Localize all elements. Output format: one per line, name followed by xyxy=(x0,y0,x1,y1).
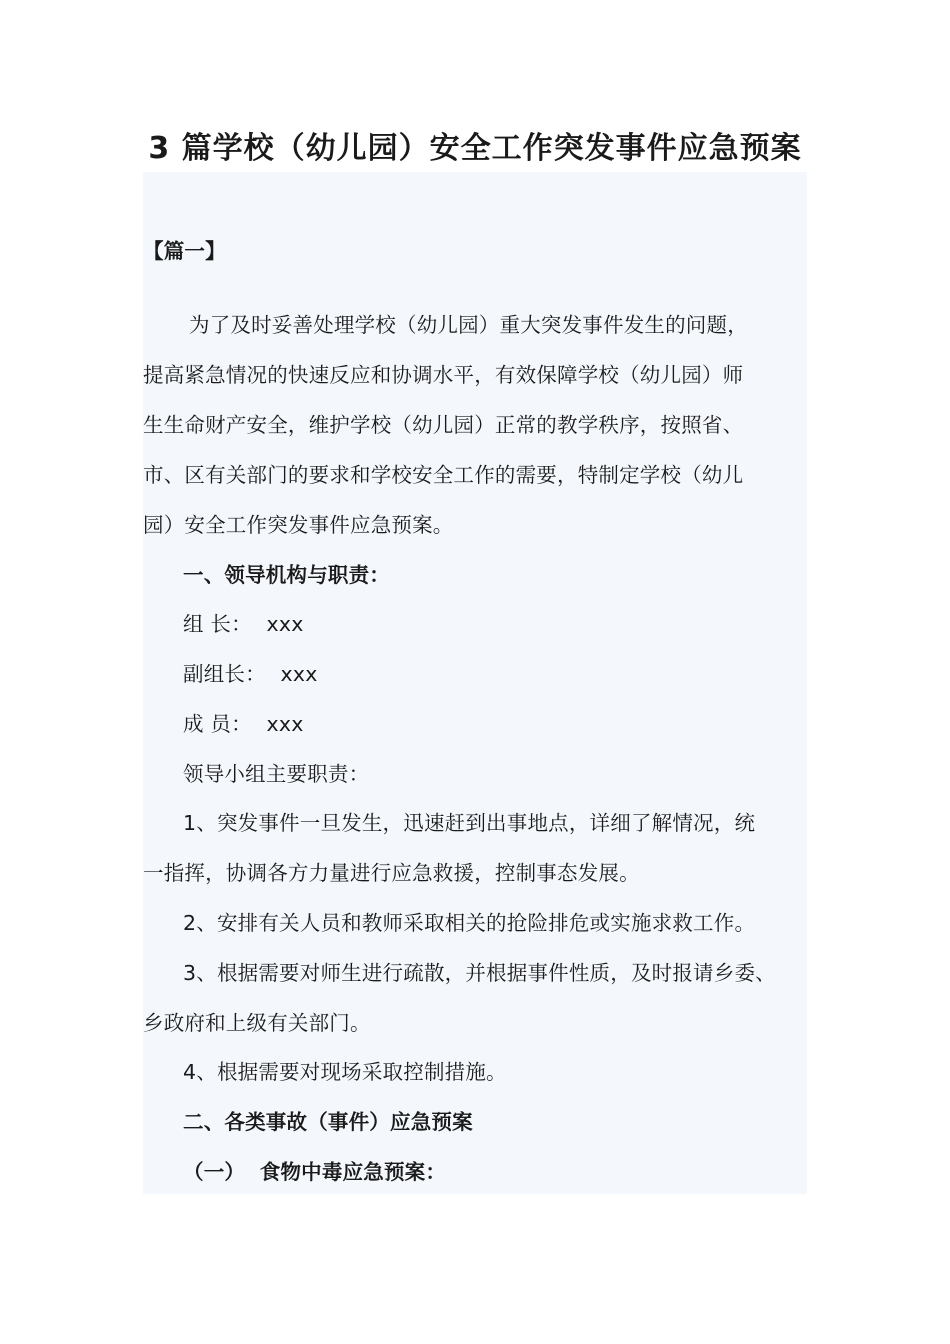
leader-row xyxy=(183,609,304,639)
subheading-food-poisoning: （一） 食物中毒应急预案： xyxy=(183,1160,447,1184)
section-label: 【篇一】 xyxy=(143,239,226,263)
document-title: 3 篇学校（幼儿园）安全工作突发事件应急预案 xyxy=(148,131,802,166)
duty-number: 4 xyxy=(183,1060,197,1084)
member-value: xxx xyxy=(266,712,304,736)
duty-item xyxy=(183,1057,507,1087)
duty-item xyxy=(183,908,755,938)
duty-item xyxy=(183,808,755,838)
duty-text: 、安排有关人员和教师采取相关的抢险排危或实施求救工作。 xyxy=(196,911,756,935)
duties-label: 领导小组主要职责： xyxy=(183,762,370,786)
duty-item xyxy=(183,958,776,988)
leader-label: 组 长： xyxy=(183,612,252,636)
member-row xyxy=(183,709,304,739)
intro-paragraph-line: 提高紧急情况的快速反应和协调水平，有效保障学校（幼儿园）师 xyxy=(143,363,744,387)
leader-value: xxx xyxy=(266,612,304,636)
duty-number: 2 xyxy=(183,911,197,935)
duty-text: 、根据需要对现场采取控制措施。 xyxy=(196,1060,507,1084)
heading-leadership: 一、领导机构与职责： xyxy=(183,563,390,587)
duty-item-continuation: 一指挥，协调各方力量进行应急救援，控制事态发展。 xyxy=(143,861,640,885)
deputy-leader-row xyxy=(183,659,318,689)
intro-paragraph-line: 为了及时妥善处理学校（幼儿园）重大突发事件发生的问题， xyxy=(189,313,748,337)
heading-emergency-plans: 二、各类事故（事件）应急预案 xyxy=(183,1110,473,1134)
member-label: 成 员： xyxy=(183,712,252,736)
duty-number: 3 xyxy=(183,961,197,985)
duty-item-continuation: 乡政府和上级有关部门。 xyxy=(143,1011,371,1035)
duty-text: 、突发事件一旦发生，迅速赶到出事地点，详细了解情况，统 xyxy=(196,811,756,835)
intro-paragraph-line: 生生命财产安全，维护学校（幼儿园）正常的教学秩序，按照省、 xyxy=(143,413,744,437)
duty-text: 、根据需要对师生进行疏散，并根据事件性质，及时报请乡委、 xyxy=(196,961,776,985)
duty-number: 1 xyxy=(183,811,197,835)
deputy-leader-value: xxx xyxy=(280,662,318,686)
intro-paragraph-line: 市、区有关部门的要求和学校安全工作的需要，特制定学校（幼儿 xyxy=(143,463,744,487)
deputy-leader-label: 副组长： xyxy=(183,662,266,686)
intro-paragraph-line: 园）安全工作突发事件应急预案。 xyxy=(143,513,454,537)
